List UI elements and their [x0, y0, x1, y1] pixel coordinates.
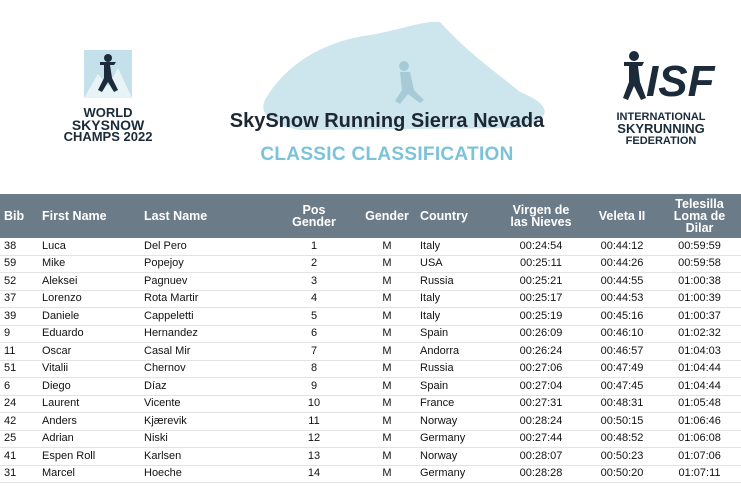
- table-cell: Spain: [416, 325, 496, 343]
- table-cell: 00:27:44: [496, 430, 586, 448]
- table-cell: Oscar: [38, 343, 140, 361]
- table-cell: 00:28:28: [496, 465, 586, 483]
- table-cell: 00:59:59: [658, 238, 741, 255]
- table-cell: M: [358, 325, 416, 343]
- table-row: [0, 255, 741, 273]
- table-cell: 00:47:49: [586, 360, 658, 378]
- table-cell: M: [358, 343, 416, 361]
- table-cell: 01:00:37: [658, 308, 741, 326]
- column-header: Country: [416, 194, 496, 238]
- table-cell: Anders: [38, 413, 140, 431]
- page-title: SkySnow Running Sierra Nevada: [229, 110, 545, 132]
- column-header: Virgen de las Nieves: [496, 194, 586, 238]
- table-cell: 00:25:19: [496, 308, 586, 326]
- table-cell: Rota Martir: [140, 290, 270, 308]
- table-cell: 01:06:08: [658, 430, 741, 448]
- table-cell: Popejoy: [140, 255, 270, 273]
- table-cell: 25: [0, 430, 38, 448]
- table-cell: 00:25:17: [496, 290, 586, 308]
- table-cell: Italy: [416, 290, 496, 308]
- table-cell: Italy: [416, 308, 496, 326]
- table-cell: 9: [270, 378, 358, 396]
- results-table: [0, 194, 741, 483]
- table-cell: Vicente: [140, 395, 270, 413]
- table-body: [0, 238, 741, 483]
- table-cell: Germany: [416, 430, 496, 448]
- table-cell: 24: [0, 395, 38, 413]
- column-header: Gender: [358, 194, 416, 238]
- table-cell: 9: [0, 325, 38, 343]
- left-logo-line-2: SKYSNOW: [71, 117, 145, 133]
- table-cell: 01:04:44: [658, 360, 741, 378]
- table-cell: Russia: [416, 360, 496, 378]
- column-header: Telesilla Loma de Dilar: [658, 194, 741, 238]
- table-cell: 00:48:52: [586, 430, 658, 448]
- table-cell: 2: [270, 255, 358, 273]
- table-row: [0, 273, 741, 291]
- table-cell: M: [358, 273, 416, 291]
- right-logo-line-2: SKYRUNNING: [617, 121, 705, 136]
- table-cell: Laurent: [38, 395, 140, 413]
- table-cell: 1: [270, 238, 358, 255]
- table-cell: 00:44:12: [586, 238, 658, 255]
- table-cell: M: [358, 378, 416, 396]
- table-cell: M: [358, 465, 416, 483]
- isf-logo: [596, 46, 726, 147]
- table-cell: 01:02:32: [658, 325, 741, 343]
- table-row: [0, 325, 741, 343]
- table-header-row: [0, 194, 741, 238]
- table-cell: 14: [270, 465, 358, 483]
- table-cell: 12: [270, 430, 358, 448]
- left-logo-line-1: WORLD: [83, 105, 133, 120]
- table-cell: 6: [270, 325, 358, 343]
- table-row: [0, 430, 741, 448]
- table-cell: M: [358, 448, 416, 466]
- table-cell: 00:27:31: [496, 395, 586, 413]
- table-cell: 8: [270, 360, 358, 378]
- table-cell: Espen Roll: [38, 448, 140, 466]
- column-header: First Name: [38, 194, 140, 238]
- table-cell: Germany: [416, 465, 496, 483]
- table-cell: Russia: [416, 273, 496, 291]
- table-cell: Cappeletti: [140, 308, 270, 326]
- column-header: Last Name: [140, 194, 270, 238]
- table-cell: Casal Mir: [140, 343, 270, 361]
- table-cell: 6: [0, 378, 38, 396]
- table-cell: Norway: [416, 448, 496, 466]
- table-cell: 00:26:24: [496, 343, 586, 361]
- table-cell: 01:00:39: [658, 290, 741, 308]
- table-row: [0, 290, 741, 308]
- table-row: [0, 395, 741, 413]
- table-cell: 11: [0, 343, 38, 361]
- page-header: [0, 0, 741, 192]
- right-logo-line-3: FEDERATION: [625, 135, 697, 147]
- table-cell: 01:04:44: [658, 378, 741, 396]
- table-cell: Adrian: [38, 430, 140, 448]
- table-cell: Luca: [38, 238, 140, 255]
- table-cell: 01:05:48: [658, 395, 741, 413]
- table-cell: Aleksei: [38, 273, 140, 291]
- table-cell: 00:50:23: [586, 448, 658, 466]
- table-cell: 00:24:54: [496, 238, 586, 255]
- table-cell: USA: [416, 255, 496, 273]
- table-cell: 00:46:57: [586, 343, 658, 361]
- table-cell: Lorenzo: [38, 290, 140, 308]
- right-logo-line-1: INTERNATIONAL: [616, 111, 706, 123]
- table-cell: M: [358, 413, 416, 431]
- table-cell: 00:44:26: [586, 255, 658, 273]
- table-cell: 00:50:20: [586, 465, 658, 483]
- table-cell: 7: [270, 343, 358, 361]
- table-cell: Vitalii: [38, 360, 140, 378]
- table-cell: Diego: [38, 378, 140, 396]
- table-cell: 13: [270, 448, 358, 466]
- table-cell: Niski: [140, 430, 270, 448]
- table-cell: Karlsen: [140, 448, 270, 466]
- table-cell: 00:26:09: [496, 325, 586, 343]
- table-cell: M: [358, 290, 416, 308]
- table-cell: M: [358, 360, 416, 378]
- table-cell: M: [358, 430, 416, 448]
- table-cell: Eduardo: [38, 325, 140, 343]
- table-cell: 11: [270, 413, 358, 431]
- table-cell: 00:59:58: [658, 255, 741, 273]
- page-subtitle: CLASSIC CLASSIFICATION: [260, 144, 514, 165]
- table-row: [0, 465, 741, 483]
- world-skysnow-champs-logo: [58, 46, 158, 143]
- table-cell: Marcel: [38, 465, 140, 483]
- table-cell: 00:28:24: [496, 413, 586, 431]
- table-cell: 4: [270, 290, 358, 308]
- table-cell: M: [358, 255, 416, 273]
- isf-letters: ISF: [646, 57, 715, 106]
- table-cell: 01:04:03: [658, 343, 741, 361]
- table-row: [0, 378, 741, 396]
- table-cell: 01:07:06: [658, 448, 741, 466]
- column-header: Veleta II: [586, 194, 658, 238]
- isf-runner-logo: [606, 46, 716, 106]
- column-header: Bib: [0, 194, 38, 238]
- table-cell: 5: [270, 308, 358, 326]
- table-cell: 42: [0, 413, 38, 431]
- table-cell: Chernov: [140, 360, 270, 378]
- table-cell: 31: [0, 465, 38, 483]
- table-cell: 00:44:55: [586, 273, 658, 291]
- table-cell: Norway: [416, 413, 496, 431]
- table-cell: 00:27:06: [496, 360, 586, 378]
- table-cell: 10: [270, 395, 358, 413]
- table-cell: 59: [0, 255, 38, 273]
- table-cell: Italy: [416, 238, 496, 255]
- left-logo-line-3: CHAMPS 2022: [63, 129, 153, 144]
- table-cell: 00:47:45: [586, 378, 658, 396]
- column-header: Pos Gender: [270, 194, 358, 238]
- table-cell: Kjærevik: [140, 413, 270, 431]
- table-cell: 00:28:07: [496, 448, 586, 466]
- table-cell: 52: [0, 273, 38, 291]
- table-row: [0, 308, 741, 326]
- table-cell: 00:25:21: [496, 273, 586, 291]
- runner-mountain-icon: [80, 46, 136, 102]
- table-row: [0, 360, 741, 378]
- table-cell: 41: [0, 448, 38, 466]
- table-cell: 38: [0, 238, 38, 255]
- table-cell: 00:48:31: [586, 395, 658, 413]
- table-row: [0, 343, 741, 361]
- table-cell: Del Pero: [140, 238, 270, 255]
- table-cell: Daniele: [38, 308, 140, 326]
- table-cell: Pagnuev: [140, 273, 270, 291]
- table-cell: 01:06:46: [658, 413, 741, 431]
- table-cell: 00:46:10: [586, 325, 658, 343]
- table-cell: Díaz: [140, 378, 270, 396]
- table-row: [0, 448, 741, 466]
- table-cell: 00:50:15: [586, 413, 658, 431]
- table-cell: 01:00:38: [658, 273, 741, 291]
- table-row: [0, 238, 741, 255]
- table-cell: Mike: [38, 255, 140, 273]
- table-cell: 3: [270, 273, 358, 291]
- table-cell: 00:44:53: [586, 290, 658, 308]
- table-cell: Spain: [416, 378, 496, 396]
- table-cell: 00:45:16: [586, 308, 658, 326]
- table-cell: 01:07:11: [658, 465, 741, 483]
- table-cell: M: [358, 308, 416, 326]
- table-cell: 51: [0, 360, 38, 378]
- table-cell: 37: [0, 290, 38, 308]
- table-row: [0, 413, 741, 431]
- table-cell: M: [358, 238, 416, 255]
- table-cell: 00:27:04: [496, 378, 586, 396]
- table-cell: France: [416, 395, 496, 413]
- table-cell: Hoeche: [140, 465, 270, 483]
- table-cell: M: [358, 395, 416, 413]
- table-cell: Andorra: [416, 343, 496, 361]
- table-cell: Hernandez: [140, 325, 270, 343]
- table-cell: 39: [0, 308, 38, 326]
- table-cell: 00:25:11: [496, 255, 586, 273]
